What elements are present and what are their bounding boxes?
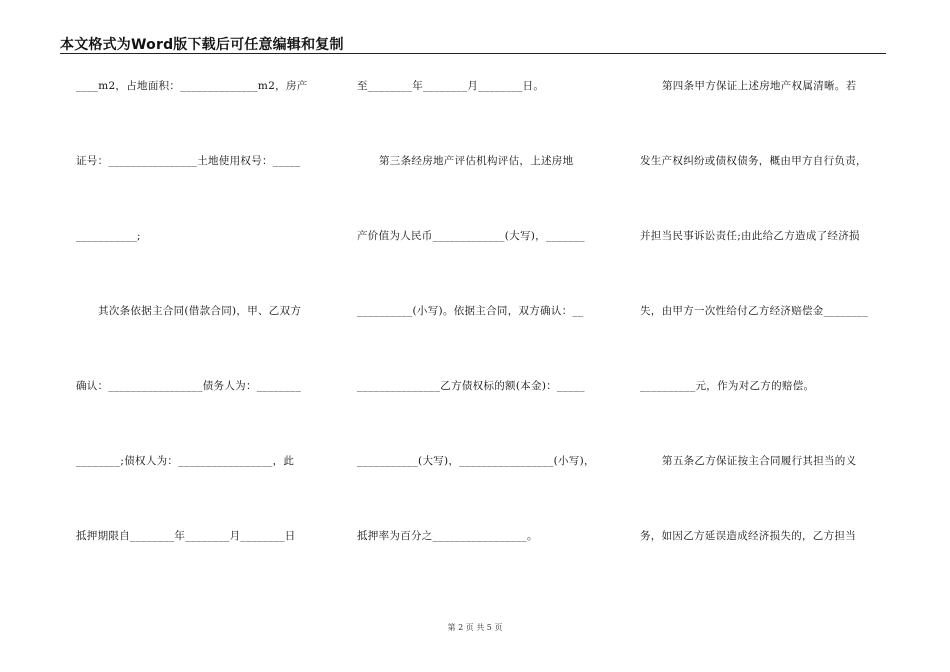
text-line: 抵押期限自________年________月________日: [76, 530, 296, 542]
text-line: 产价值为人民币_____________(大写)，_______: [357, 230, 585, 242]
text-line: _______________乙方债权标的额(本金)：_____: [357, 380, 585, 392]
page-number: 第 2 页 共 5 页: [447, 623, 503, 632]
text-line: 证号：________________土地使用权号：_____: [76, 155, 301, 167]
text-line: __________元，作为对乙方的赔偿。: [640, 380, 815, 392]
text-line: 第五条乙方保证按主合同履行其担当的义: [662, 455, 857, 467]
text-line: 抵押率为百分之_________________。: [357, 530, 538, 542]
text-line: ____m2，占地面积：______________m2，房产: [76, 80, 308, 92]
text-line: ________;债权人为：_________________，此: [76, 455, 295, 467]
text-line: 第四条甲方保证上述房地产权属清晰。若: [662, 80, 857, 92]
header-divider: [60, 53, 886, 54]
text-line: 其次条依据主合同(借款合同)，甲、乙双方: [98, 305, 302, 317]
text-line: 至________年________月________日。: [357, 80, 545, 92]
text-line: ___________(大写)，_________________(小写)，: [357, 455, 595, 467]
text-line: 发生产权纠纷或债权债务，概由甲方自行负责，: [640, 155, 867, 167]
text-line: __________(小写)。依据主合同，双方确认：__: [357, 305, 584, 317]
document-header-title: 本文格式为Word版下载后可任意编辑和复制: [60, 37, 344, 53]
text-line: 第三条经房地产评估机构评估，上述房地: [379, 155, 574, 167]
text-line: 并担当民事诉讼责任;由此给乙方造成了经济损: [640, 230, 860, 242]
text-line: ___________;: [76, 230, 141, 242]
text-line: 确认：_________________债务人为：________: [76, 380, 302, 392]
text-line: 失，由甲方一次性给付乙方经济赔偿金________: [640, 305, 868, 317]
text-line: 务，如因乙方延误造成经济损失的，乙方担当: [640, 530, 856, 542]
